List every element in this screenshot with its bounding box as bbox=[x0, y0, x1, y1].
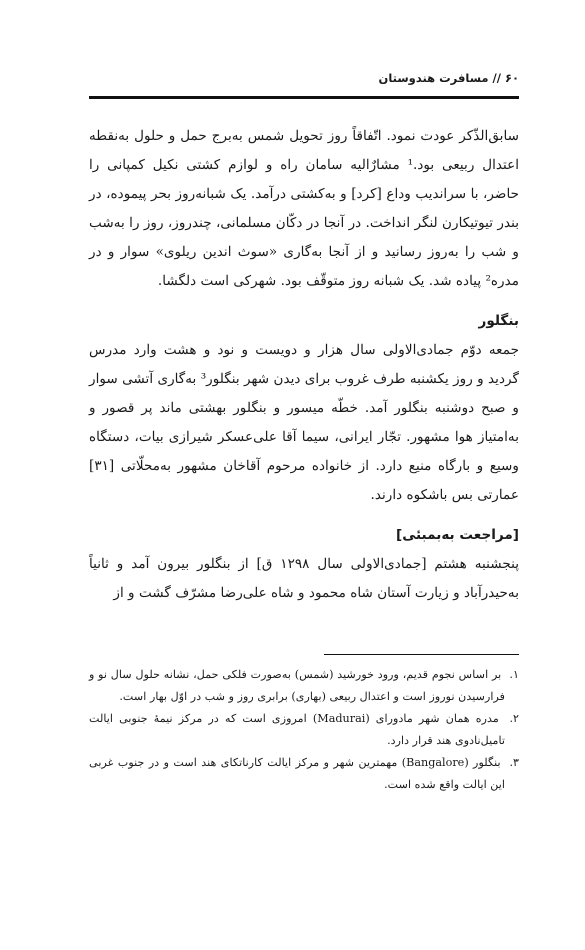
footnote-2 bbox=[89, 708, 519, 752]
footnotes bbox=[89, 664, 519, 796]
footnote-number: ۲. bbox=[509, 712, 520, 725]
footnote-text: بنگلور (Bangalore) مهمترین شهر و مرکز ایالت کارناتکای هند است و در جنوب غربی این ایالت واقع شده است. bbox=[89, 756, 505, 791]
page-number: ۶۰ bbox=[504, 71, 519, 85]
paragraph-intro: سابق‌الذّکر عودت نمود. اتّفاقاً روز تحویل شمس به‌برج حمل و حلول به‌نقطه اعتدال ربیعی بود.¹ مشارٌالیه سامان راه و لوازم کشتی نکیل کمپانی را حاضر، با سراندیب وداع [کرد] و به‌کشتی درآمد. یک شبانه‌روز بحر پیموده، در بندر تیوتیکارن لنگر انداخت. در آنجا در دکّان مسلمانی، چندروز، روز را به‌شب و شب را به‌روز رسانید و از آنجا به‌گاری «سوث اندین ریلوی» سوار و در مدره² پیاده شد. یک شبانه روز متوقّف بود. شهرکی است دلگشا. bbox=[89, 128, 519, 289]
paragraph-return: پنجشنبه هشتم [جمادی‌الاولی سال ۱۲۹۸ ق] از بنگلور بیرون آمد و ثانیاً به‌حیدرآباد و زیارت آستان شاه محمود و شاه علی‌رضا مشرّف گشت و از bbox=[89, 556, 519, 601]
heading-return-bombay: [مراجعت به‌بمبئی] bbox=[396, 527, 519, 543]
heading-bangalore: بنگلور bbox=[478, 313, 519, 329]
footnote-3 bbox=[89, 752, 519, 796]
running-header bbox=[89, 66, 519, 90]
main-text bbox=[89, 122, 519, 608]
footnote-number: ۱. bbox=[509, 668, 519, 681]
paragraph-bangalore: جمعه دوّم جمادی‌الاولی سال هزار و دویست و نود و هشت وارد مدرس گردید و روز یکشنبه طرف غروب برای دیدن شهر بنگلور³ به‌گاری آتشی سوار و صبح دوشنبه بنگلور آمد. خطّه میسور و بنگلور بهشتی ماند پر قصور و به‌امتیاز هوا مشهور. تجّار ایرانی، سیما آقا علی‌عسکر شیرازی بیات، دستگاه وسیع و بارگاه منیع دارد. از خانواده مرحوم آقاخان مشهور به‌محلّاتی [۳۱] عمارتی بس باشکوه دارند. bbox=[89, 342, 519, 503]
footnote-rule bbox=[324, 654, 519, 655]
footnote-text: بر اساس نجوم قدیم، ورود خورشید (شمس) به‌صورت فلکی حمل، نشانه حلول سال نو و فرارسیدن نوروز است و اعتدال ربیعی (بهاری) برابری روز و شب در اوّل بهار است. bbox=[89, 668, 505, 703]
footnote-text: مدره همان شهر مادورای (Madurai) امروزی است که در مرکز نیمهٔ جنوبی ایالت تامیل‌نادوی هند قرار دارد. bbox=[89, 712, 505, 747]
footnote-number: ۳. bbox=[509, 756, 520, 769]
header-rule bbox=[89, 96, 519, 99]
header-separator: // bbox=[492, 71, 501, 85]
book-title: مسافرت هندوستان bbox=[378, 71, 489, 85]
footnote-1 bbox=[89, 664, 519, 708]
